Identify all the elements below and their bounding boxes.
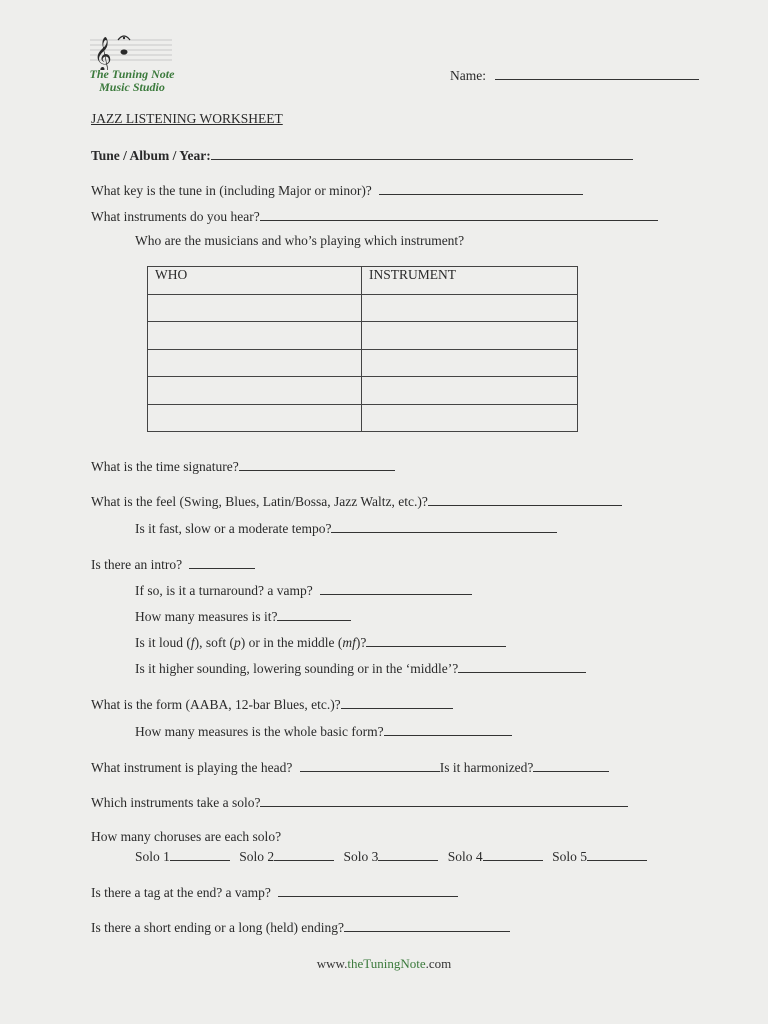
tune-field[interactable] — [91, 147, 633, 164]
worksheet-title: JAZZ LISTENING WORKSHEET — [91, 111, 283, 126]
head-label: What instrument is playing the head? — [91, 760, 293, 775]
form-label: What is the form (AABA, 12-bar Blues, etc.)? — [91, 697, 341, 712]
ending-label: Is there a short ending or a long (held) ending? — [91, 920, 345, 935]
name-field[interactable] — [450, 67, 699, 84]
solo-4-blank[interactable] — [483, 848, 543, 861]
who-cell[interactable] — [148, 294, 362, 322]
head-blank[interactable] — [300, 759, 440, 772]
tag-blank[interactable] — [278, 884, 458, 897]
register-question[interactable] — [135, 660, 586, 677]
intro-blank[interactable] — [189, 556, 255, 569]
solo-1-label: Solo 1 — [135, 849, 170, 864]
table-row — [148, 349, 578, 377]
solo-2-label: Solo 2 — [239, 849, 275, 864]
instrument-cell[interactable] — [362, 322, 578, 350]
ending-blank[interactable] — [344, 919, 510, 932]
name-blank[interactable] — [495, 67, 699, 80]
who-cell[interactable] — [148, 349, 362, 377]
time-signature-question[interactable] — [91, 458, 395, 475]
table-row — [148, 377, 578, 405]
form-measures-label: How many measures is the whole basic form? — [135, 724, 384, 739]
table-row — [148, 322, 578, 350]
key-blank[interactable] — [379, 182, 583, 195]
who-cell[interactable] — [148, 322, 362, 350]
header-instrument: INSTRUMENT — [362, 267, 578, 295]
turnaround-blank[interactable] — [320, 582, 472, 595]
dynamics-blank[interactable] — [366, 634, 506, 647]
harmonized-label: Is it harmonized? — [439, 760, 534, 775]
studio-name-line2: Music Studio — [99, 80, 165, 94]
tune-label: Tune / Album / Year: — [91, 148, 211, 163]
solo-question[interactable] — [91, 794, 628, 811]
intro-question[interactable] — [91, 556, 255, 573]
head-question[interactable] — [91, 759, 609, 776]
solo-blank[interactable] — [260, 794, 628, 807]
studio-name-line1: The Tuning Note — [89, 67, 175, 81]
dynamics-label — [135, 635, 366, 650]
feel-question[interactable] — [91, 493, 622, 510]
footer-url[interactable] — [0, 956, 768, 972]
svg-text:𝄞: 𝄞 — [94, 37, 112, 70]
header-who: WHO — [148, 267, 362, 295]
key-label: What key is the tune in (including Major or minor)? — [91, 183, 372, 198]
instruments-blank[interactable] — [260, 208, 658, 221]
footer-brand: theTuningNote — [347, 956, 426, 971]
solo-5-label: Solo 5 — [552, 849, 587, 864]
turnaround-label: If so, is it a turnaround? a vamp? — [135, 583, 313, 598]
solo-3-label: Solo 3 — [343, 849, 379, 864]
table-header-row — [148, 267, 578, 295]
choruses-question: How many choruses are each solo? — [91, 829, 282, 844]
solo-5-blank[interactable] — [587, 848, 647, 861]
dynamics-question[interactable] — [135, 634, 506, 651]
dynamics-forte: f — [190, 635, 195, 650]
solo-choruses-row[interactable] — [135, 848, 647, 865]
measures-label: How many measures is it? — [135, 609, 278, 624]
instrument-cell[interactable] — [362, 377, 578, 405]
ending-question[interactable] — [91, 919, 510, 936]
turnaround-question[interactable] — [135, 582, 472, 599]
name-label: Name: — [450, 68, 486, 83]
musicians-question: Who are the musicians and who’s playing which instrument? — [135, 233, 465, 248]
dynamics-mezzo-forte: mf — [342, 635, 356, 650]
form-blank[interactable] — [341, 696, 453, 709]
instruments-label: What instruments do you hear? — [91, 209, 260, 224]
feel-blank[interactable] — [428, 493, 622, 506]
instruments-question[interactable] — [91, 208, 658, 225]
treble-clef-icon — [80, 26, 190, 70]
instrument-cell[interactable] — [362, 404, 578, 432]
tempo-blank[interactable] — [331, 520, 557, 533]
instrument-cell[interactable] — [362, 349, 578, 377]
tune-blank[interactable] — [211, 147, 633, 160]
tempo-question[interactable] — [135, 520, 557, 537]
dynamics-piano: p — [234, 635, 241, 650]
dynamics-text-c: ) or in the middle ( — [240, 635, 343, 650]
tempo-label: Is it fast, slow or a moderate tempo? — [135, 521, 332, 536]
register-blank[interactable] — [458, 660, 586, 673]
solo-4-label: Solo 4 — [447, 849, 483, 864]
musicians-table — [147, 266, 578, 432]
harmonized-blank[interactable] — [533, 759, 609, 772]
table-row — [148, 404, 578, 432]
instrument-cell[interactable] — [362, 294, 578, 322]
solo-1-blank[interactable] — [170, 848, 230, 861]
dynamics-text-a: Is it loud ( — [135, 635, 191, 650]
solo-3-blank[interactable] — [378, 848, 438, 861]
solo-2-blank[interactable] — [274, 848, 334, 861]
form-question[interactable] — [91, 696, 453, 713]
tag-question[interactable] — [91, 884, 458, 901]
time-signature-blank[interactable] — [239, 458, 395, 471]
solo-label: Which instruments take a solo? — [91, 795, 261, 810]
measures-question[interactable] — [135, 608, 351, 625]
dynamics-text-b: ), soft ( — [194, 635, 235, 650]
who-cell[interactable] — [148, 404, 362, 432]
footer-prefix: www. — [316, 956, 348, 971]
intro-label: Is there an intro? — [91, 557, 183, 572]
measures-blank[interactable] — [277, 608, 351, 621]
who-cell[interactable] — [148, 377, 362, 405]
footer-suffix: .com — [425, 956, 452, 971]
form-measures-question[interactable] — [135, 723, 512, 740]
studio-name — [84, 68, 180, 94]
table-row — [148, 294, 578, 322]
form-measures-blank[interactable] — [384, 723, 512, 736]
time-signature-label: What is the time signature? — [91, 459, 239, 474]
tag-label: Is there a tag at the end? a vamp? — [91, 885, 271, 900]
feel-label: What is the feel (Swing, Blues, Latin/Bossa, Jazz Waltz, etc.)? — [91, 494, 428, 509]
dynamics-text-d: )? — [355, 635, 367, 650]
key-question[interactable] — [91, 182, 583, 199]
register-label: Is it higher sounding, lowering sounding or in the ‘middle’? — [135, 661, 459, 676]
